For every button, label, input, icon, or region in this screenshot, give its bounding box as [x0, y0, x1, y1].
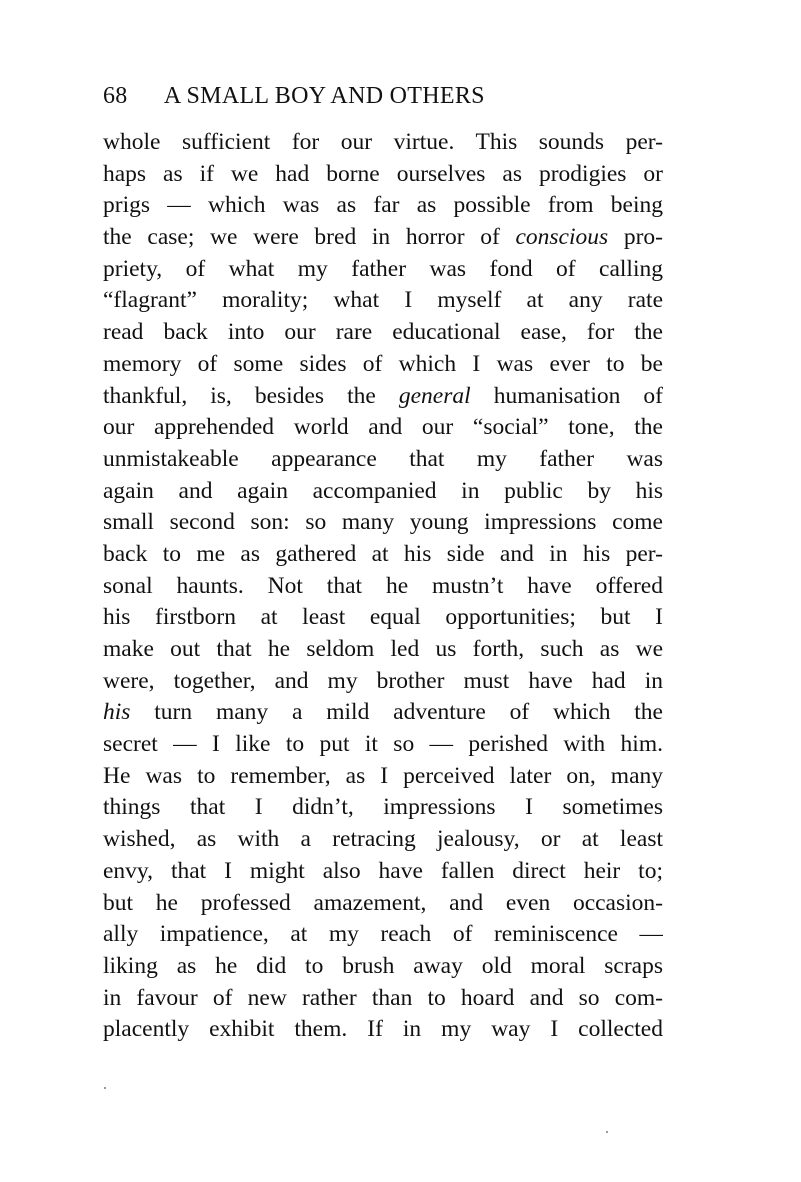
text-segment: wished, as with a retracing jealousy, or at least: [103, 826, 663, 853]
text-line: [103, 951, 663, 983]
text-line: [103, 634, 663, 666]
text-line: [103, 285, 663, 317]
text-segment: the case; we were bred in horror of: [103, 224, 516, 251]
text-segment: our apprehended world and our “social” tone, the: [103, 414, 663, 441]
text-segment: “flagrant” morality; what I myself at any rate: [103, 287, 663, 314]
text-segment: prigs — which was as far as possible from being: [103, 192, 663, 219]
text-segment: whole sufficient for our virtue. This sounds per-: [103, 129, 663, 155]
italic-text: general: [398, 382, 471, 409]
text-segment: unmistakeable appearance that my father was: [103, 445, 663, 472]
text-line: [103, 856, 663, 888]
text-line: [103, 317, 663, 349]
text-line: [103, 444, 663, 476]
page-header: [103, 79, 663, 113]
text-segment: but he professed amazement, and even occasion-: [103, 889, 663, 916]
text-line: [103, 888, 663, 920]
text-line: [103, 222, 663, 254]
text-line: [103, 983, 663, 1015]
text-line: [103, 381, 663, 413]
text-line: [103, 127, 663, 159]
text-line: [103, 507, 663, 539]
text-line: [103, 1014, 663, 1046]
text-line: [103, 190, 663, 222]
text-line: [103, 792, 663, 824]
text-line: [103, 761, 663, 793]
italic-text: conscious: [515, 224, 609, 251]
text-segment: back to me as gathered at his side and in his per-: [103, 540, 663, 567]
text-segment: haps as if we had borne ourselves as prodigies or: [103, 160, 663, 187]
print-speck: [104, 1087, 106, 1089]
text-segment: things that I didn’t, impressions I sometimes: [103, 794, 663, 821]
text-segment: thankful, is, besides the: [103, 382, 399, 409]
text-segment: liking as he did to brush away old moral scraps: [103, 952, 663, 979]
text-segment: small second son: so many young impressions come: [103, 509, 663, 536]
text-line: [103, 539, 663, 571]
text-segment: memory of some sides of which I was ever to be: [103, 350, 663, 377]
text-line: [103, 412, 663, 444]
text-segment: his firstborn at least equal opportunities; but I: [103, 604, 663, 631]
text-line: [103, 697, 663, 729]
page-number: 68: [103, 83, 128, 109]
text-line: [103, 476, 663, 508]
text-line: [103, 349, 663, 381]
body-text: [103, 127, 663, 1046]
text-segment: ally impatience, at my reach of reminiscence —: [103, 921, 663, 948]
text-line: [103, 254, 663, 286]
text-line: [103, 729, 663, 761]
italic-text: his: [103, 699, 131, 726]
text-line: [103, 824, 663, 856]
print-speck: [606, 1131, 608, 1133]
text-segment: turn many a mild adventure of which the: [130, 699, 663, 726]
text-segment: in favour of new rather than to hoard and so com-: [103, 984, 663, 1011]
text-line: [103, 571, 663, 603]
text-segment: placently exhibit them. If in my way I collected: [103, 1016, 663, 1043]
text-line: [103, 602, 663, 634]
text-segment: priety, of what my father was fond of calling: [103, 255, 663, 282]
running-head: A SMALL BOY AND OTHERS: [163, 83, 485, 109]
text-segment: envy, that I might also have fallen direct heir to;: [103, 857, 663, 884]
text-segment: He was to remember, as I perceived later on, many: [103, 762, 663, 789]
text-segment: again and again accompanied in public by his: [103, 477, 663, 504]
text-segment: read back into our rare educational ease, for the: [103, 319, 663, 346]
text-segment: were, together, and my brother must have had in: [103, 667, 663, 694]
text-line: [103, 159, 663, 191]
text-segment: make out that he seldom led us forth, such as we: [103, 636, 663, 662]
text-segment: secret — I like to put it so — perished with him.: [103, 731, 663, 758]
text-line: [103, 919, 663, 951]
text-segment: pro-: [608, 224, 663, 251]
text-segment: humanisation of: [470, 382, 663, 409]
text-segment: sonal haunts. Not that he mustn’t have offered: [103, 572, 663, 599]
text-line: [103, 666, 663, 698]
